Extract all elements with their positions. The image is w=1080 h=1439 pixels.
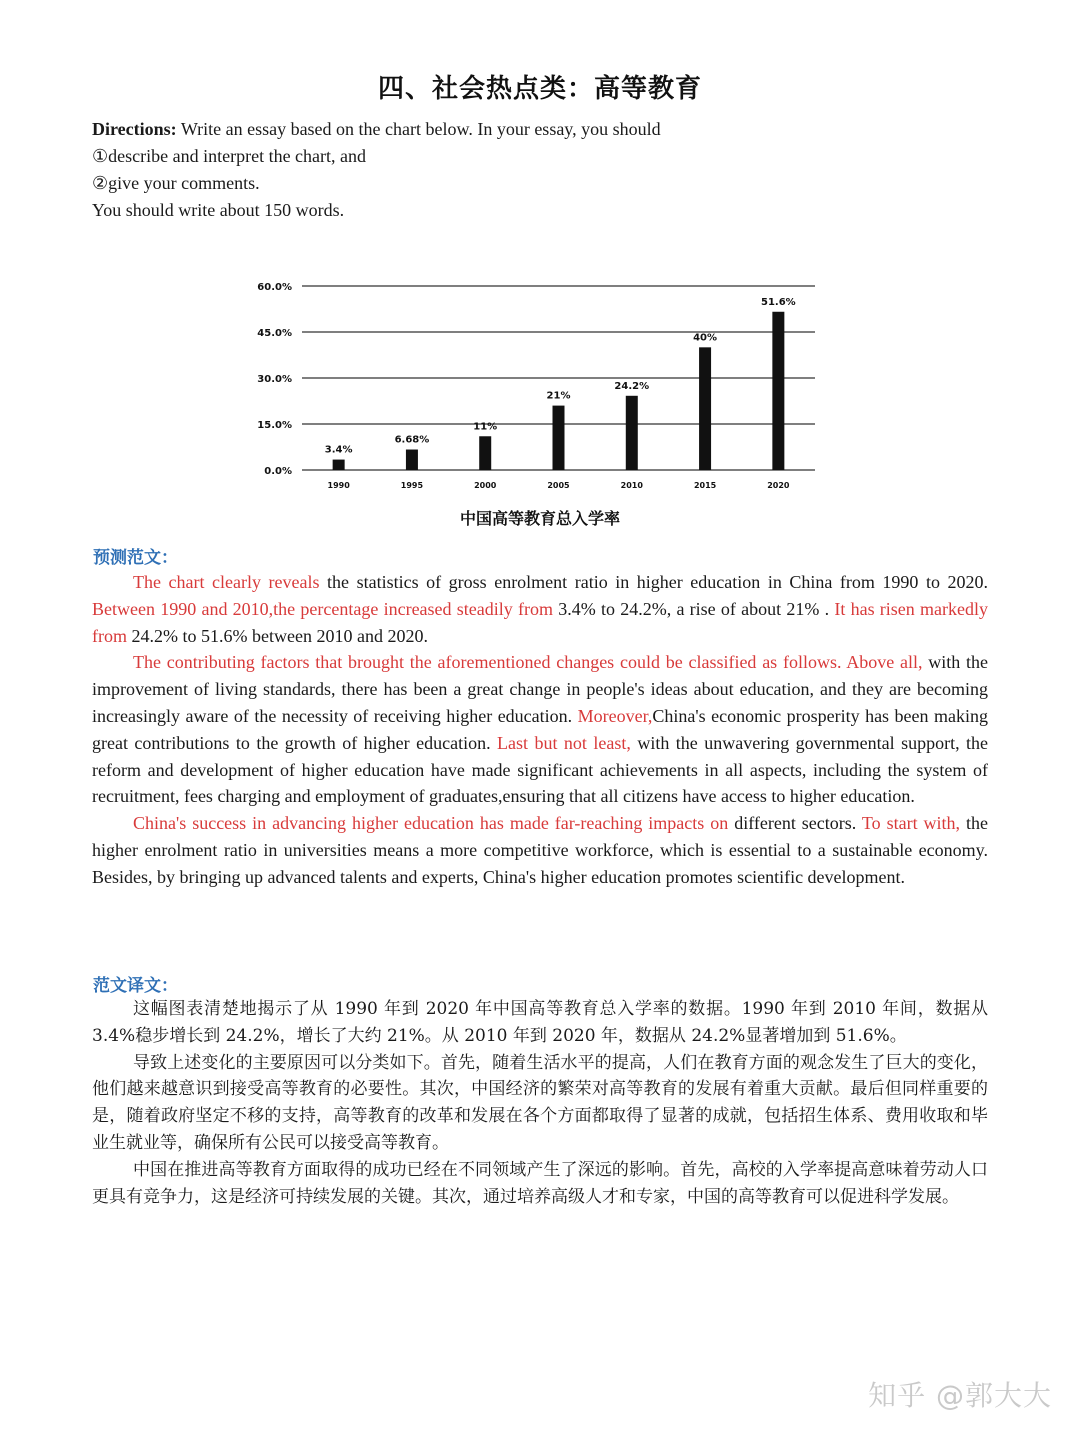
chart-bar bbox=[553, 406, 565, 470]
directions-line-1 bbox=[92, 116, 992, 143]
bar-data-label: 21% bbox=[546, 390, 571, 402]
model-essay bbox=[92, 569, 988, 891]
essay-highlight-phrase: To start with, bbox=[861, 813, 961, 834]
essay-highlight-phrase: The contributing factors that brought the aforementioned changes could be classified as follows. Above all, bbox=[133, 652, 923, 673]
chart-bar bbox=[699, 347, 711, 470]
translation-paragraph-1: 这幅图表清楚地揭示了从 1990 年到 2020 年中国高等教育总入学率的数据。1990 年到 2010 年间，数据从 3.4%稳步增长到 24.2%，增长了大约 21%。从 2010 年到 2020 年，数据从 24.2%显著增加到 51.6%。 bbox=[92, 999, 988, 1046]
bar-data-label: 40% bbox=[693, 332, 718, 344]
y-tick-label: 30.0% bbox=[257, 374, 292, 385]
essay-highlight-phrase: The chart clearly reveals bbox=[133, 572, 320, 592]
essay-translation bbox=[92, 996, 988, 1210]
translation-paragraph-2: 导致上述变化的主要原因可以分类如下。首先，随着生活水平的提高，人们在教育方面的观念发生了巨大的变化，他们越来越意识到接受高等教育的必要性。其次，中国经济的繁荣对高等教育的发展有着重大贡献。最后但同样重要的是，随着政府坚定不移的支持，高等教育的改革和发展在各个方面都取得了显著的成就，包括招生体系、费用收取和毕业生就业等，确保所有公民可以接受高等教育。 bbox=[92, 1052, 988, 1153]
directions-text: Write an essay based on the chart below. In your essay, you should bbox=[176, 119, 661, 139]
essay-highlight-phrase: Between 1990 and 2010,the percentage increased steadily from bbox=[92, 598, 553, 619]
essay-paragraph-1 bbox=[92, 569, 988, 649]
translation-paragraph-3: 中国在推进高等教育方面取得的成功已经在不同领域产生了深远的影响。首先，高校的入学率提高意味着劳动人口更具有竞争力，这是经济可持续发展的关键。其次，通过培养高级人才和专家，中国的高等教育可以促进科学发展。 bbox=[92, 1159, 988, 1207]
directions bbox=[92, 116, 992, 224]
y-tick-label: 15.0% bbox=[257, 420, 292, 431]
bar-data-label: 11% bbox=[473, 421, 498, 433]
x-tick-label: 2015 bbox=[693, 481, 717, 490]
chart-bar bbox=[479, 436, 491, 470]
chart-bar bbox=[406, 450, 418, 470]
bar-data-label: 51.6% bbox=[761, 296, 796, 308]
essay-text: the statistics of gross enrolment ratio in higher education in China from 1990 to 2020. bbox=[319, 572, 989, 592]
x-tick-label: 2010 bbox=[620, 481, 643, 490]
y-tick-label: 0.0% bbox=[264, 466, 292, 477]
chart-canvas bbox=[240, 268, 840, 503]
chart-title: 中国高等教育总入学率 bbox=[459, 509, 620, 528]
chart-bar bbox=[772, 312, 784, 470]
essay-text: the higher enrolment ratio in universities means a more competitive workforce, which is essential to a sustainable economy. Besides, by bringing up advanced talents and experts, China's higher education promotes scientific development. bbox=[92, 813, 989, 887]
directions-label: Directions: bbox=[92, 119, 177, 139]
y-tick-label: 60.0% bbox=[257, 282, 292, 293]
essay-text: 24.2% to 51.6% between 2010 and 2020. bbox=[127, 625, 428, 646]
x-tick-label: 1995 bbox=[400, 481, 424, 490]
essay-paragraph-3 bbox=[92, 810, 988, 890]
essay-heading: 预测范文： bbox=[93, 548, 178, 568]
essay-highlight-phrase: It has risen markedly from bbox=[92, 598, 989, 646]
x-tick-label: 1990 bbox=[327, 481, 350, 490]
x-tick-label: 2005 bbox=[547, 481, 570, 490]
bar-data-label: 6.68% bbox=[394, 434, 430, 446]
essay-text: China's economic prosperity has been making great contributions to the growth of higher education. bbox=[92, 705, 988, 753]
essay-highlight-phrase: Last but not least, bbox=[497, 732, 631, 753]
translation-heading: 范文译文： bbox=[93, 976, 178, 996]
x-tick-label: 2000 bbox=[474, 481, 497, 490]
essay-text: different sectors. bbox=[728, 813, 862, 834]
essay-highlight-phrase: Moreover, bbox=[577, 705, 653, 726]
essay-text: with the unwavering governmental support, the reform and development of higher education have made significant achievements in all aspects, including the system of recruitment, fees charging and employment of graduates,ensuring that all citizens have access to higher education. bbox=[92, 732, 989, 807]
essay-highlight-phrase: China's success in advancing higher education has made far-reaching impacts on bbox=[133, 813, 729, 834]
chart-bar bbox=[626, 396, 638, 470]
page-title: 四、社会热点类：高等教育 bbox=[377, 74, 702, 104]
essay-paragraph-2 bbox=[92, 649, 988, 810]
chart-bar bbox=[333, 460, 345, 470]
bar-data-label: 24.2% bbox=[614, 380, 650, 392]
y-tick-label: 45.0% bbox=[257, 328, 292, 339]
directions-line-4: You should write about 150 words. bbox=[92, 200, 345, 220]
essay-text: 3.4% to 24.2%, a rise of about 21% . bbox=[553, 598, 835, 619]
essay-text: with the improvement of living standards, there has been a great change in people's ideas about education, and they are becoming increasingly aware of the necessity of receiving higher education. bbox=[92, 652, 988, 726]
watermark: 知乎 @郭大大 bbox=[868, 1379, 1052, 1412]
bar-data-label: 3.4% bbox=[324, 444, 353, 456]
x-tick-label: 2020 bbox=[767, 481, 790, 490]
directions-line-2: ①describe and interpret the chart, and bbox=[92, 146, 367, 166]
directions-line-3: ②give your comments. bbox=[92, 173, 260, 193]
enrolment-chart bbox=[240, 268, 840, 538]
